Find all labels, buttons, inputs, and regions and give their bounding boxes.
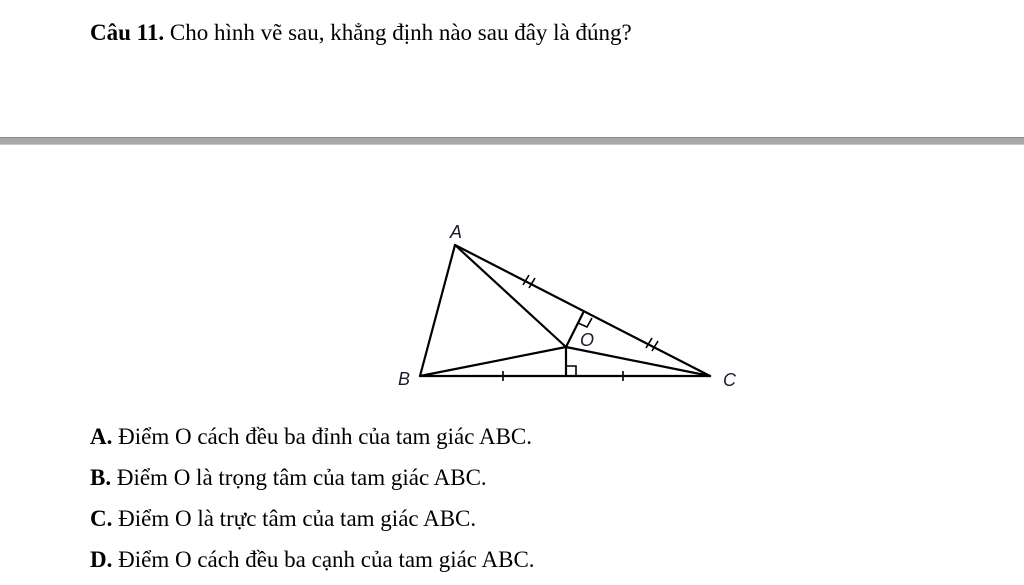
option-letter: C. — [90, 506, 113, 531]
label-b: B — [398, 369, 411, 389]
segment-ao — [455, 245, 566, 347]
label-a: A — [450, 222, 463, 242]
option-text: Điểm O là trọng tâm của tam giác ABC. — [116, 465, 487, 490]
label-c: C — [723, 370, 736, 390]
label-o: O — [580, 330, 595, 350]
triangle-figure — [380, 210, 760, 410]
option-b[interactable] — [90, 462, 535, 503]
question-number: Câu 11. — [90, 20, 165, 45]
answer-options — [90, 421, 535, 585]
side-ac — [455, 245, 710, 376]
option-c[interactable] — [90, 503, 535, 544]
option-text: Điểm O cách đều ba cạnh của tam giác ABC. — [118, 547, 535, 572]
segment-bo — [420, 347, 566, 376]
option-letter: A. — [90, 424, 113, 449]
question — [90, 18, 632, 48]
option-text: Điểm O cách đều ba đỉnh của tam giác ABC. — [118, 424, 533, 449]
segment-co — [566, 347, 710, 376]
option-letter: D. — [90, 547, 113, 572]
option-a[interactable] — [90, 421, 535, 462]
option-text: Điểm O là trực tâm của tam giác ABC. — [118, 506, 477, 531]
side-ab — [420, 245, 455, 376]
right-angle-mark-bc — [566, 366, 576, 376]
question-text: Cho hình vẽ sau, khẳng định nào sau đây là đúng? — [169, 20, 632, 45]
divider — [0, 137, 1024, 145]
option-letter: B. — [90, 465, 112, 490]
option-d[interactable] — [90, 544, 535, 585]
triangle-diagram — [380, 210, 760, 410]
